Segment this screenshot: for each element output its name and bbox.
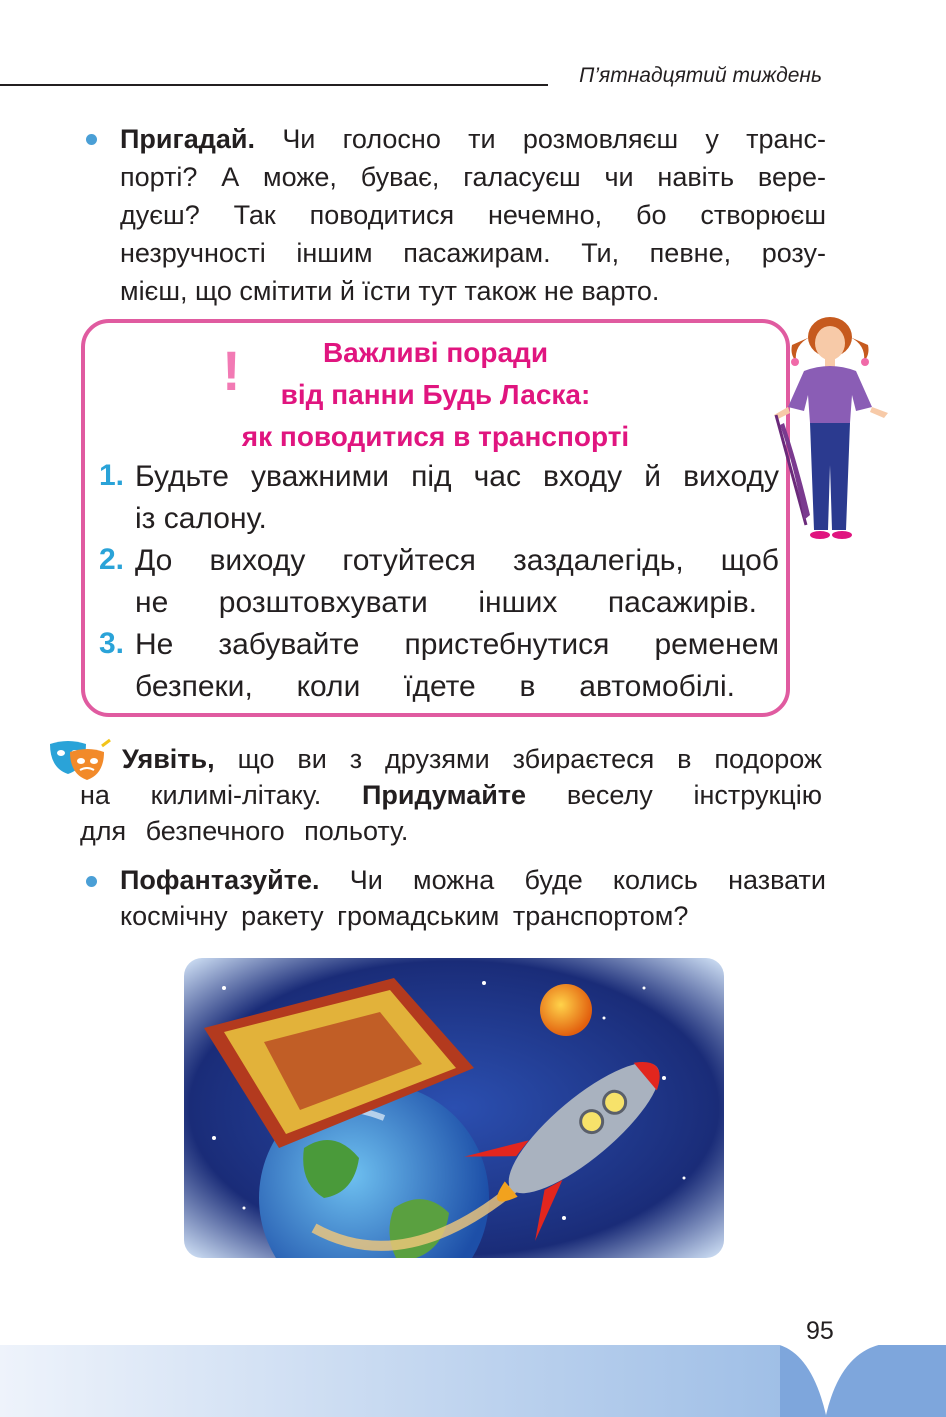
page-number: 95 — [806, 1317, 834, 1345]
exclamation-icon: ! — [222, 339, 241, 402]
tip-number-2: 2. — [99, 543, 125, 576]
fantasize-paragraph — [120, 862, 826, 934]
tip-1-line-2: із салону. — [135, 502, 267, 535]
recall-line-4: незручності іншим пасажирам. Ти, певне, розу- — [120, 238, 826, 268]
imagine-paragraph — [80, 741, 822, 849]
recall-line-1: Пригадай. Чи голосно ти розмовляєш у транс- — [120, 124, 826, 154]
bullet-icon — [86, 876, 97, 887]
tips-title-line-3: як поводитися в транспорті — [241, 421, 630, 452]
tip-1-line-1: Будьте уважними під час входу й виходу — [135, 460, 779, 493]
header-rule — [0, 84, 548, 86]
footer-band — [0, 1345, 946, 1417]
bullet-icon — [86, 134, 97, 145]
fantasize-line-2: космічну ракету громадським транспортом? — [120, 901, 689, 931]
tip-number-1: 1. — [99, 459, 125, 492]
recall-line-2: порті? А може, буває, галасуєш чи навіть вере- — [120, 162, 826, 192]
girl-with-umbrella-illustration — [760, 315, 900, 550]
recall-lead: Пригадай. — [120, 124, 256, 154]
imagine-line-1: Уявіть, що ви з друзями збираєтеся в подорож — [122, 744, 822, 774]
tip-3-line-1: Не забувайте пристебнутися ременем — [135, 628, 779, 661]
imagine-line-2: на килимі-літаку. Придумайте веселу інструкцію — [80, 780, 822, 810]
imagine-lead-2: Придумайте — [361, 780, 527, 810]
tip-3-line-2: безпеки, коли їдете в автомобілі. — [135, 670, 735, 703]
fantasize-lead: Пофантазуйте. — [120, 865, 320, 895]
tips-box — [81, 319, 790, 717]
imagine-line-3: для безпечного польоту. — [80, 816, 409, 846]
tips-title-line-1: Важливі поради — [322, 337, 549, 368]
running-header: П’ятнадцятий тиждень — [579, 64, 822, 87]
recall-line-3: дуєш? Так поводитися нечемно, бо створюєш — [120, 200, 826, 230]
tips-title-line-2: від панни Будь Ласка: — [280, 379, 591, 410]
recall-line-5: мієш, що смітити й їсти тут також не варто. — [120, 276, 660, 306]
tip-2-line-1: До виходу готуйтеся заздалегідь, щоб — [135, 544, 779, 577]
imagine-lead: Уявіть, — [122, 744, 215, 774]
space-carpet-rocket-illustration — [184, 958, 724, 1258]
recall-paragraph — [120, 120, 826, 310]
tip-number-3: 3. — [99, 627, 125, 660]
tip-2-line-2: не розштовхувати інших пасажирів. — [135, 586, 757, 619]
fantasize-line-1: Пофантазуйте. Чи можна буде колись назвати — [120, 865, 826, 895]
